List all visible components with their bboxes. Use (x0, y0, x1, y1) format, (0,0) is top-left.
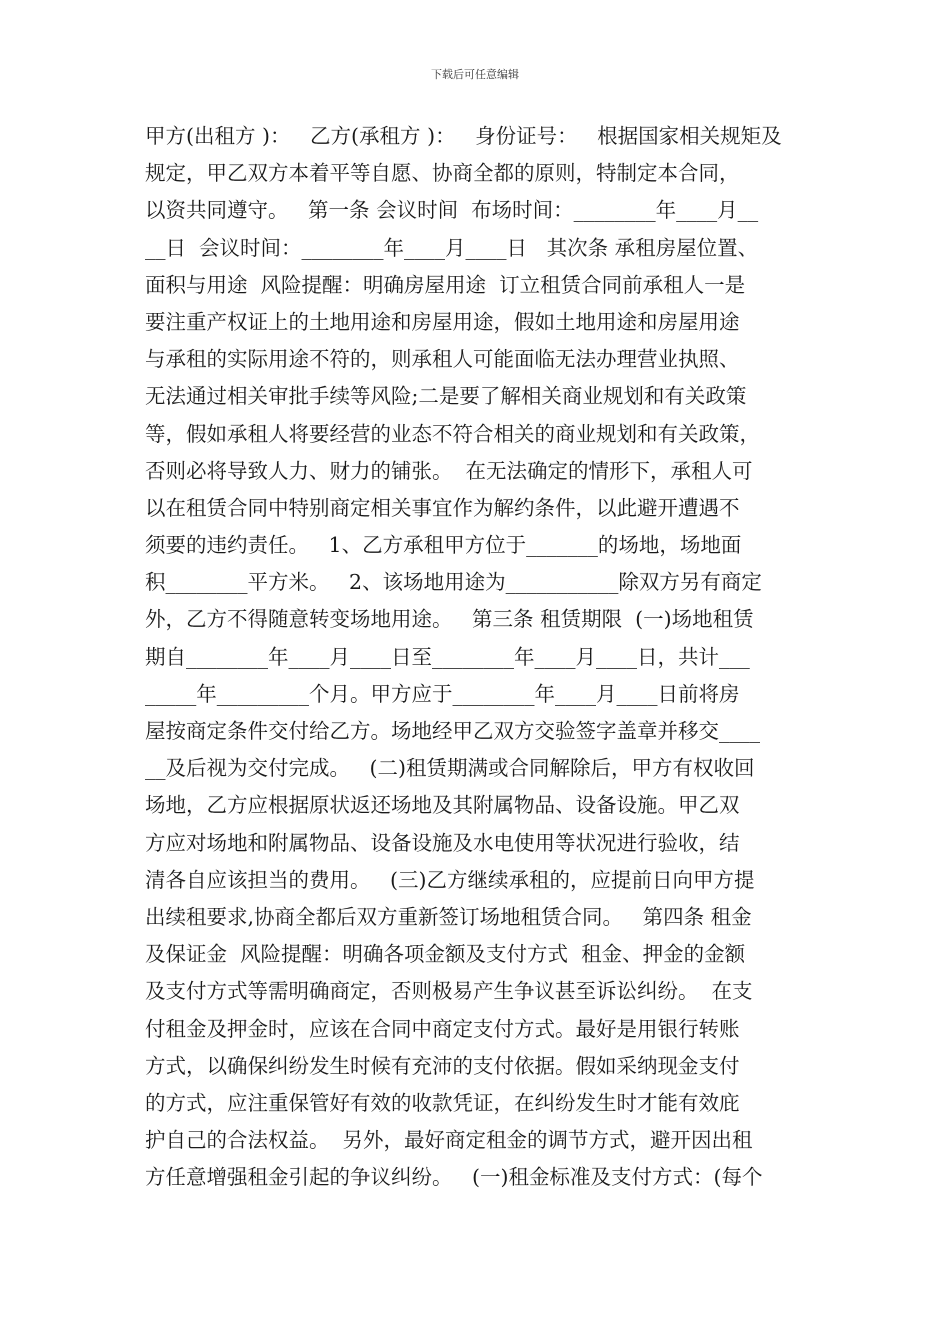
text-line: 的方式，应注重保管好有效的收款凭证，在纠纷发生时才能有效庇 (145, 1090, 740, 1115)
text-line: 等，假如承租人将要经营的业态不符合相关的商业规划和有关政策， (145, 421, 760, 446)
text-line: 方应对场地和附属物品、设备设施及水电使用等状况进行验收，结 (145, 830, 740, 855)
text-line: 期自________年____月____日至________年____月____日，共计___ (145, 644, 750, 669)
text-line: 方式，以确保纠纷发生时候有充沛的支付依据。假如采纳现金支付 (145, 1053, 740, 1078)
text-line: 外，乙方不得随意转变场地用途。 第三条 租赁期限 (一)场地租赁 (145, 607, 754, 632)
text-line: 甲方(出租方 )： 乙方(承租方 )： 身份证号： 根据国家相关规矩及 (145, 124, 782, 148)
text-line: 与承租的实际用途不符的，则承租人可能面临无法办理营业执照、 (145, 347, 740, 372)
text-line: 无法通过相关审批手续等风险;二是要了解相关商业规划和有关政策 (145, 384, 747, 409)
text-line: 场地，乙方应根据原状返还场地及其附属物品、设备设施。甲乙双 (145, 793, 740, 818)
text-line: _____年_________个月。甲方应于________年____月____日前将房 (145, 681, 740, 706)
page-header: 下载后可任意编辑 (431, 68, 519, 81)
text-line: 积________平方米。 2、该场地用途为___________除双方另有商定 (145, 570, 762, 595)
text-line: 以在租赁合同中特别商定相关事宜作为解约条件，以此避开遭遇不 (145, 495, 740, 520)
text-line: 规定，甲乙双方本着平等自愿、协商全都的原则，特制定本合同， (145, 161, 740, 186)
text-line: 以资共同遵守。 第一条 会议时间 布场时间：________年____月__ (145, 198, 759, 223)
text-line: 屋按商定条件交付给乙方。场地经甲乙双方交验签字盖章并移交____ (145, 719, 760, 743)
contract-body-text (145, 118, 815, 1196)
text-line: __及后视为交付完成。 (二)租赁期满或合同解除后，甲方有权收回 (145, 756, 755, 781)
text-line: 付租金及押金时，应该在合同中商定支付方式。最好是用银行转账 (145, 1016, 740, 1041)
text-line: 否则必将导致人力、财力的铺张。 在无法确定的情形下，承租人可 (145, 458, 753, 483)
text-line: 清各自应该担当的费用。 (三)乙方继续承租的，应提前日向甲方提 (145, 867, 755, 892)
text-line: 出续租要求,协商全都后双方重新签订场地租赁合同。 第四条 租金 (145, 904, 752, 929)
text-line: 及保证金 风险提醒：明确各项金额及支付方式 租金、押金的金额 (145, 942, 746, 967)
text-line: 面积与用途 风险提醒：明确房屋用途 订立租赁合同前承租人一是 (145, 272, 746, 297)
text-line: __日 会议时间：________年____月____日 其次条 承租房屋位置、 (145, 235, 759, 260)
text-line: 须要的违约责任。 1、乙方承租甲方位于_______的场地，场地面 (145, 533, 742, 558)
text-line: 要注重产权证上的土地用途和房屋用途，假如土地用途和房屋用途 (145, 309, 740, 334)
text-line: 方任意增强租金引起的争议纠纷。 (一)租金标准及支付方式：(每个 (145, 1165, 763, 1190)
text-line: 护自己的合法权益。 另外，最好商定租金的调节方式，避开因出租 (145, 1128, 753, 1153)
text-line: 及支付方式等需明确商定，否则极易产生争议甚至诉讼纠纷。 在支 (145, 979, 753, 1004)
